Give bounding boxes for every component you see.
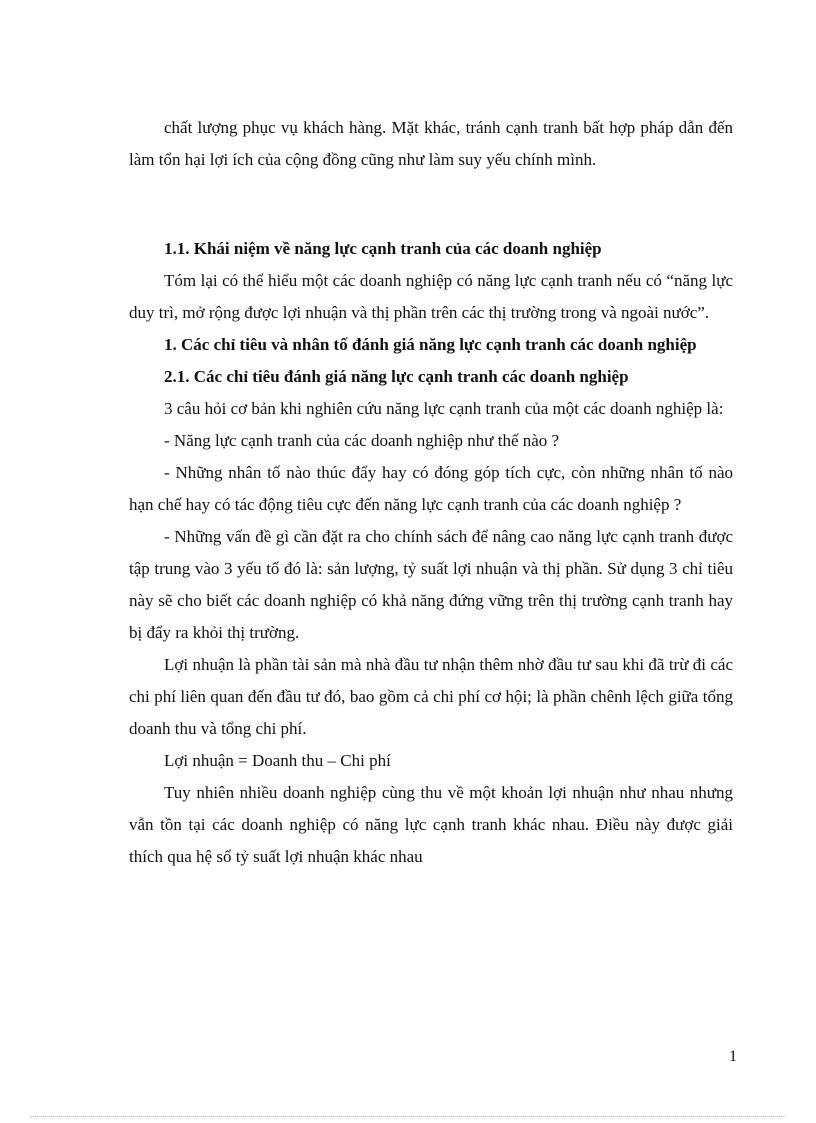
heading-1: 1. Các chỉ tiêu và nhân tố đánh giá năng lực cạnh tranh các doanh nghiệp [164,335,697,354]
list-item-question-3: - Những vấn đề gì cần đặt ra cho chính sách để nâng cao năng lực cạnh tranh được tập trung vào 3 yếu tố đó là: sản lượng, tỷ suất lợi nhuận và thị phần. Sử dụng 3 chỉ tiêu này sẽ cho biết các doanh nghiệp có khả năng đứng vững trên thị trường cạnh tranh hay bị đẩy ra khỏi thị trường. [129,527,733,642]
formula-profit: Lợi nhuận = Doanh thu – Chi phí [164,751,391,770]
list-item-question-2: - Những nhân tố nào thúc đẩy hay có đóng góp tích cực, còn những nhân tố nào hạn chế hay có tác động tiêu cực đến năng lực cạnh tranh của các doanh nghiệp ? [129,463,733,514]
document-body [129,112,733,873]
paragraph-questions-intro: 3 câu hỏi cơ bản khi nghiên cứu năng lực cạnh tranh của một các doanh nghiệp là: [164,399,724,418]
heading-1-1: 1.1. Khái niệm về năng lực cạnh tranh của các doanh nghiệp [164,239,602,258]
heading-2-1: 2.1. Các chỉ tiêu đánh giá năng lực cạnh tranh các doanh nghiệp [164,367,629,386]
paragraph-profit-ratio: Tuy nhiên nhiều doanh nghiệp cùng thu về một khoản lợi nhuận như nhau nhưng vẫn tồn tại các doanh nghiệp có năng lực cạnh tranh khác nhau. Điều này được giải thích qua hệ số tỷ suất lợi nhuận khác nhau [129,783,733,866]
page-number: 1 [729,1048,737,1065]
paragraph-definition: Tóm lại có thể hiểu một các doanh nghiệp có năng lực cạnh tranh nếu có “năng lực duy trì, mở rộng được lợi nhuận và thị phần trên các thị trường trong và ngoài nước”. [129,271,733,322]
paragraph-intro-continuation: chất lượng phục vụ khách hàng. Mặt khác, tránh cạnh tranh bất hợp pháp dẫn đến làm tổn hại lợi ích của cộng đồng cũng như làm suy yếu chính mình. [129,118,733,169]
paragraph-profit-definition: Lợi nhuận là phần tài sản mà nhà đầu tư nhận thêm nhờ đầu tư sau khi đã trừ đi các chi phí liên quan đến đầu tư đó, bao gồm cả chi phí cơ hội; là phần chênh lệch giữa tổng doanh thu và tổng chi phí. [129,655,733,738]
page-bottom-divider [30,1116,786,1117]
list-item-question-1: - Năng lực cạnh tranh của các doanh nghiệp như thế nào ? [164,431,560,450]
